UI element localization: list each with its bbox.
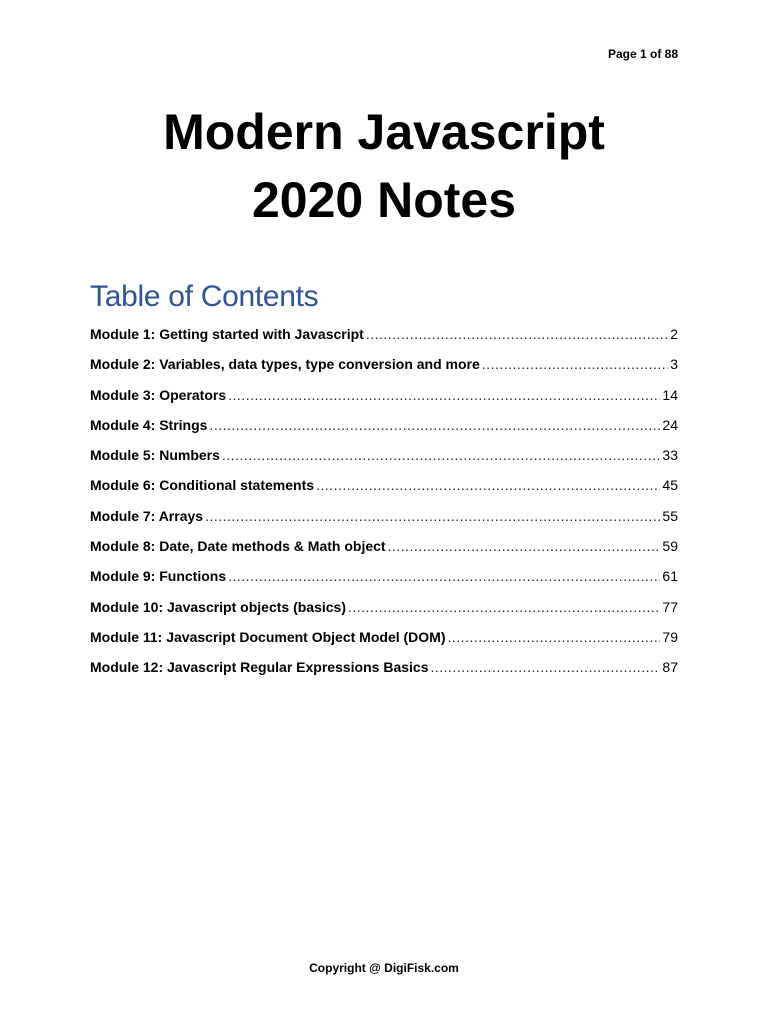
toc-dot-leader (205, 508, 660, 524)
toc-entry[interactable] (90, 568, 678, 598)
copyright-footer: Copyright @ DigiFisk.com (309, 961, 459, 975)
toc-dot-leader (482, 356, 668, 372)
toc-entry-page-number: 14 (662, 386, 678, 403)
toc-entry-page-number: 3 (670, 356, 678, 373)
toc-entry-page-number: 87 (662, 659, 678, 676)
toc-entry-label: Module 9: Functions (90, 568, 227, 585)
table-of-contents (90, 326, 678, 690)
toc-dot-leader (316, 477, 660, 493)
toc-entry-page-number: 55 (662, 507, 678, 524)
toc-entry-label: Module 7: Arrays (90, 507, 204, 524)
toc-entry-label: Module 2: Variables, data types, type conversion and more (90, 356, 480, 373)
toc-entry[interactable] (90, 447, 678, 477)
toc-entry-label: Module 8: Date, Date methods & Math object (90, 538, 386, 555)
toc-entry[interactable] (90, 477, 678, 507)
toc-entry[interactable] (90, 387, 678, 417)
toc-entry-page-number: 45 (662, 477, 678, 494)
title-line-1: Modern Javascript (163, 104, 605, 160)
toc-entry[interactable] (90, 326, 678, 356)
toc-entry[interactable] (90, 629, 678, 659)
toc-dot-leader (209, 417, 660, 433)
toc-dot-leader (228, 568, 660, 584)
toc-entry-page-number: 2 (670, 326, 678, 342)
toc-entry-label: Module 10: Javascript objects (basics) (90, 598, 346, 615)
toc-entry[interactable] (90, 356, 678, 386)
toc-entry[interactable] (90, 599, 678, 629)
document-title (0, 98, 768, 234)
toc-dot-leader (388, 538, 661, 554)
toc-entry-label: Module 1: Getting started with Javascript (90, 326, 364, 342)
toc-entry-page-number: 61 (662, 568, 678, 585)
toc-entry-page-number: 79 (662, 628, 678, 645)
toc-entry[interactable] (90, 659, 678, 689)
toc-entry[interactable] (90, 417, 678, 447)
toc-entry-label: Module 11: Javascript Document Object Model (DOM) (90, 628, 446, 645)
toc-entry-label: Module 6: Conditional statements (90, 477, 315, 494)
toc-entry-label: Module 4: Strings (90, 416, 208, 433)
toc-entry-page-number: 77 (662, 598, 678, 615)
toc-entry-page-number: 59 (662, 538, 678, 555)
toc-entry-page-number: 33 (662, 447, 678, 464)
toc-entry[interactable] (90, 538, 678, 568)
toc-dot-leader (222, 447, 661, 463)
toc-entry[interactable] (90, 508, 678, 538)
title-line-2: 2020 Notes (251, 172, 517, 228)
toc-entry-page-number: 24 (662, 416, 678, 433)
toc-dot-leader (348, 599, 660, 615)
toc-entry-label: Module 5: Numbers (90, 447, 220, 464)
page-number: Page 1 of 88 (607, 47, 678, 61)
toc-dot-leader (448, 629, 661, 645)
toc-entry-label: Module 3: Operators (90, 386, 227, 403)
toc-entry-label: Module 12: Javascript Regular Expressions Basics (90, 659, 429, 676)
toc-heading: Table of Contents (90, 280, 319, 313)
toc-dot-leader (430, 659, 660, 675)
toc-dot-leader (366, 326, 668, 342)
toc-dot-leader (228, 387, 660, 403)
